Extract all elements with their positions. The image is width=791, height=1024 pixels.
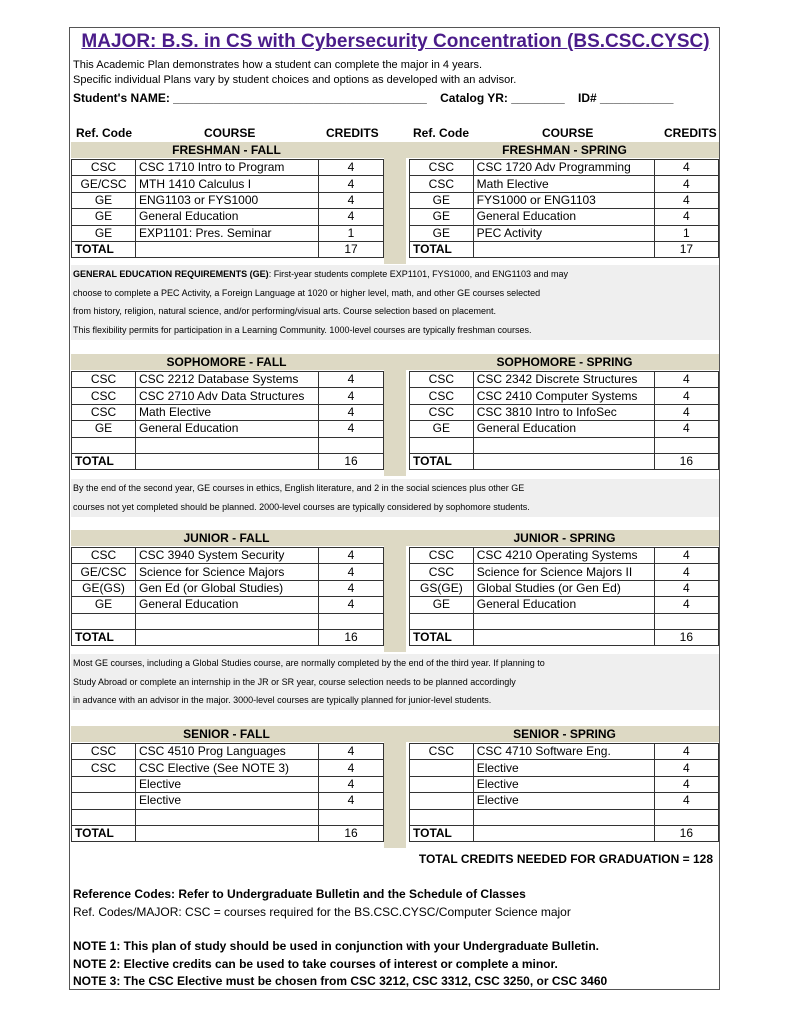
credits-cell: 4 [319,160,384,176]
course-row [72,744,384,760]
ref-code-cell: GE/CSC [72,564,136,580]
total-label: TOTAL [410,453,474,469]
total-row [72,825,384,841]
course-row [410,192,719,208]
course-cell [473,613,654,629]
course-row [72,613,384,629]
course-row [410,404,719,420]
course-row [72,776,384,792]
credits-cell: 4 [319,793,384,809]
page-title: MAJOR: B.S. in CS with Cybersecurity Concentration (BS.CSC.CYSC) [81,31,710,52]
credits-cell: 4 [319,776,384,792]
note-text: : First-year students complete EXP1101, FYS1000, and ENG1103 and may [268,269,569,279]
ref-code-cell: GE [72,192,136,208]
total-row [72,629,384,645]
note-2: NOTE 2: Elective credits can be used to take courses of interest or complete a minor. [73,957,558,971]
total-row [410,629,719,645]
total-row [72,241,384,257]
course-cell [473,437,654,453]
student-info-line [73,91,673,105]
credits-cell: 1 [654,225,718,241]
course-row [410,760,719,776]
ref-code-cell: GS(GE) [410,580,474,596]
course-table-fall [71,159,384,258]
year-note [71,654,719,710]
fall-semester-title: SENIOR - FALL [183,727,270,741]
total-blank-cell [136,241,319,257]
ref-code-cell: GE [410,192,474,208]
semester-divider [384,726,406,848]
credits-cell [654,437,718,453]
reference-heading: Reference Codes: Refer to Undergraduate Bulletin and the Schedule of Classes [73,887,526,901]
ref-code-cell: CSC [72,372,136,388]
semester-divider [384,142,406,264]
course-row [72,225,384,241]
course-table-fall [71,743,384,842]
spring-semester-title: SOPHOMORE - SPRING [496,355,633,369]
ref-code-cell: CSC [410,160,474,176]
course-row [410,176,719,192]
credits-cell: 4 [319,192,384,208]
credits-cell: 4 [319,597,384,613]
course-cell [136,809,319,825]
course-table-spring [409,547,719,646]
course-cell: CSC 2212 Database Systems [136,372,319,388]
total-blank-cell [473,629,654,645]
course-row [410,388,719,404]
course-cell: General Education [473,597,654,613]
ref-code-cell [410,793,474,809]
header-credits-fall: CREDITS [326,126,379,140]
ref-code-cell: GE [72,597,136,613]
total-label: TOTAL [72,825,136,841]
credits-cell: 4 [654,176,718,192]
ref-code-cell [410,613,474,629]
ref-code-cell: CSC [72,404,136,420]
ref-code-cell: CSC [410,176,474,192]
course-cell: Global Studies (or Gen Ed) [473,580,654,596]
course-cell: CSC 2342 Discrete Structures [473,372,654,388]
total-blank-cell [473,241,654,257]
credits-cell: 4 [654,160,718,176]
course-cell: CSC 4210 Operating Systems [473,548,654,564]
credits-cell: 4 [654,372,718,388]
credits-cell: 4 [319,744,384,760]
credits-cell: 4 [654,776,718,792]
ref-code-cell [72,776,136,792]
ref-code-cell: GE [410,421,474,437]
ref-code-cell: GE [72,209,136,225]
course-row [72,404,384,420]
course-row [410,776,719,792]
credits-cell [654,809,718,825]
credits-cell: 4 [319,580,384,596]
total-label: TOTAL [72,629,136,645]
total-label: TOTAL [72,241,136,257]
total-credits-value: 16 [654,453,718,469]
course-row [410,372,719,388]
course-cell: Elective [473,776,654,792]
ref-code-cell: CSC [410,564,474,580]
note-line: from history, religion, natural science, and/or performing/visual arts. Course selection based on placement. [73,306,497,316]
course-cell: Math Elective [473,176,654,192]
course-table-fall [71,371,384,470]
catalog-year-field[interactable]: Catalog YR: ________ [440,91,565,105]
note-3: NOTE 3: The CSC Elective must be chosen from CSC 3212, CSC 3312, CSC 3250, or CSC 3460 [73,974,608,988]
course-table-spring [409,371,719,470]
fall-semester-title: SOPHOMORE - FALL [166,355,287,369]
course-row [72,176,384,192]
credits-cell [654,613,718,629]
course-row [72,192,384,208]
total-label: TOTAL [410,825,474,841]
course-cell: CSC Elective (See NOTE 3) [136,760,319,776]
course-cell: MTH 1410 Calculus I [136,176,319,192]
note-line: This flexibility permits for participation in a Learning Community. 1000-level courses are typically freshman courses. [73,324,532,335]
course-cell: CSC 3940 System Security [136,548,319,564]
note-line: courses not yet completed should be planned. 2000-level courses are typically considered by sophomore students. [73,501,530,512]
ref-code-cell: CSC [410,388,474,404]
credits-cell: 4 [654,564,718,580]
credits-cell: 4 [654,192,718,208]
course-row [72,209,384,225]
header-ref-spring: Ref. Code [413,126,470,140]
course-cell: General Education [136,421,319,437]
course-row [72,372,384,388]
ref-code-cell [410,809,474,825]
header-course-spring: COURSE [542,126,594,140]
course-row [410,580,719,596]
course-cell: CSC 1720 Adv Programming [473,160,654,176]
credits-cell: 4 [654,404,718,420]
ref-code-cell: CSC [410,404,474,420]
course-cell: EXP1101: Pres. Seminar [136,225,319,241]
credits-cell [319,809,384,825]
ref-code-cell: CSC [72,548,136,564]
ref-code-cell: GE [410,209,474,225]
total-credits-value: 16 [654,629,718,645]
total-credits-value: 17 [654,241,718,257]
credits-cell: 4 [654,597,718,613]
intro-line-1: This Academic Plan demonstrates how a student can complete the major in 4 years. [73,59,483,71]
credits-cell: 4 [319,760,384,776]
course-cell: General Education [473,209,654,225]
course-cell: Science for Science Majors [136,564,319,580]
course-cell: CSC 2710 Adv Data Structures [136,388,319,404]
course-cell [136,437,319,453]
ref-code-cell [72,437,136,453]
note-line: choose to complete a PEC Activity, a Foreign Language at 1020 or higher level, math, and other GE courses selected [73,287,541,298]
credits-cell: 4 [319,421,384,437]
ref-code-cell [410,437,474,453]
total-label: TOTAL [72,453,136,469]
course-cell: Science for Science Majors II [473,564,654,580]
course-cell: CSC 2410 Computer Systems [473,388,654,404]
ref-code-cell: GE(GS) [72,580,136,596]
credits-cell: 4 [319,388,384,404]
note-line: Study Abroad or complete an internship in the JR or SR year, course selection needs to be planned accordingly [73,676,516,687]
course-cell: Elective [136,793,319,809]
course-cell [136,613,319,629]
academic-plan-page [69,27,720,990]
student-id-field[interactable]: ID# ___________ [578,91,674,105]
total-row [410,453,719,469]
total-blank-cell [473,453,654,469]
note-line [73,265,719,284]
total-label: TOTAL [410,629,474,645]
spring-semester-title: JUNIOR - SPRING [513,531,616,545]
header-course-fall: COURSE [204,126,256,140]
ref-code-cell: CSC [72,388,136,404]
credits-cell: 4 [654,209,718,225]
total-row [410,825,719,841]
course-cell: Elective [136,776,319,792]
ref-code-cell: GE [410,225,474,241]
course-row [72,421,384,437]
semester-divider [384,530,406,652]
course-row [72,809,384,825]
course-cell: Elective [473,760,654,776]
course-row [410,209,719,225]
course-row [410,421,719,437]
credits-cell: 1 [319,225,384,241]
credits-cell: 4 [654,388,718,404]
ref-code-cell [72,809,136,825]
course-cell: General Education [473,421,654,437]
course-row [410,564,719,580]
total-credits-value: 16 [319,629,384,645]
course-row [72,564,384,580]
course-table-fall [71,547,384,646]
course-table-spring [409,159,719,258]
course-row [410,744,719,760]
total-credits-value: 16 [319,453,384,469]
course-cell: CSC 4510 Prog Languages [136,744,319,760]
credits-cell: 4 [319,564,384,580]
course-row [410,809,719,825]
credits-cell [319,437,384,453]
course-row [410,548,719,564]
total-label: TOTAL [410,241,474,257]
ref-code-cell [72,613,136,629]
course-cell: Gen Ed (or Global Studies) [136,580,319,596]
course-cell [473,809,654,825]
note-heading: GENERAL EDUCATION REQUIREMENTS (GE) [73,269,269,279]
note-line: in advance with an advisor in the major. 3000-level courses are typically planned for junior-level students. [73,695,492,705]
ref-code-cell [410,776,474,792]
credits-cell: 4 [319,176,384,192]
total-row [410,241,719,257]
course-row [410,225,719,241]
year-note [71,265,719,340]
ref-code-cell [410,760,474,776]
credits-cell: 4 [654,421,718,437]
credits-cell: 4 [319,404,384,420]
course-cell: CSC 1710 Intro to Program [136,160,319,176]
ref-code-cell: CSC [72,744,136,760]
course-row [410,793,719,809]
credits-cell: 4 [654,744,718,760]
ref-code-cell: CSC [410,548,474,564]
fall-semester-title: FRESHMAN - FALL [172,143,281,157]
total-credits-value: 16 [654,825,718,841]
course-cell: PEC Activity [473,225,654,241]
fall-semester-title: JUNIOR - FALL [183,531,270,545]
course-row [410,160,719,176]
intro-line-2: Specific individual Plans vary by student choices and options as developed with an advisor. [73,74,517,86]
course-cell: Math Elective [136,404,319,420]
course-row [72,580,384,596]
ref-code-cell: CSC [410,744,474,760]
course-row [410,613,719,629]
note-line: By the end of the second year, GE courses in ethics, English literature, and 2 in the social sciences plus other GE [73,483,525,493]
course-cell: General Education [136,209,319,225]
course-row [410,597,719,613]
total-row [72,453,384,469]
note-line: Most GE courses, including a Global Studies course, are normally completed by the end of the third year. If planning to [73,658,545,668]
credits-cell: 4 [654,760,718,776]
reference-line: Ref. Codes/MAJOR: CSC = courses required for the BS.CSC.CYSC/Computer Science major [73,905,571,919]
total-blank-cell [473,825,654,841]
spring-semester-title: SENIOR - SPRING [513,727,616,741]
ref-code-cell: CSC [410,372,474,388]
course-row [72,597,384,613]
course-table-spring [409,743,719,842]
credits-cell: 4 [654,580,718,596]
total-blank-cell [136,825,319,841]
course-row [72,437,384,453]
student-name-field[interactable]: Student's NAME: ______________________________________ [73,91,427,105]
total-credits-value: 17 [319,241,384,257]
credits-cell: 4 [654,548,718,564]
credits-cell: 4 [319,209,384,225]
course-cell: ENG1103 or FYS1000 [136,192,319,208]
total-credits-value: 16 [319,825,384,841]
credits-cell: 4 [654,793,718,809]
course-cell: General Education [136,597,319,613]
course-row [72,760,384,776]
ref-code-cell: GE [410,597,474,613]
credits-cell: 4 [319,372,384,388]
ref-code-cell [72,793,136,809]
course-row [72,160,384,176]
course-cell: FYS1000 or ENG1103 [473,192,654,208]
course-cell: CSC 3810 Intro to InfoSec [473,404,654,420]
total-blank-cell [136,453,319,469]
year-note [71,479,719,517]
credits-cell: 4 [319,548,384,564]
credits-cell [319,613,384,629]
ref-code-cell: CSC [72,760,136,776]
total-credits-graduation: TOTAL CREDITS NEEDED FOR GRADUATION = 128 [418,852,713,866]
spring-semester-title: FRESHMAN - SPRING [502,143,627,157]
semester-divider [384,354,406,476]
course-cell: Elective [473,793,654,809]
ref-code-cell: GE/CSC [72,176,136,192]
course-row [72,793,384,809]
total-blank-cell [136,629,319,645]
course-row [72,388,384,404]
ref-code-cell: GE [72,225,136,241]
ref-code-cell: GE [72,421,136,437]
header-ref-fall: Ref. Code [76,126,133,140]
note-1: NOTE 1: This plan of study should be used in conjunction with your Undergraduate Bulletin. [73,939,600,953]
ref-code-cell: CSC [72,160,136,176]
course-row [410,437,719,453]
header-credits-spring: CREDITS [664,126,717,140]
course-cell: CSC 4710 Software Eng. [473,744,654,760]
course-row [72,548,384,564]
